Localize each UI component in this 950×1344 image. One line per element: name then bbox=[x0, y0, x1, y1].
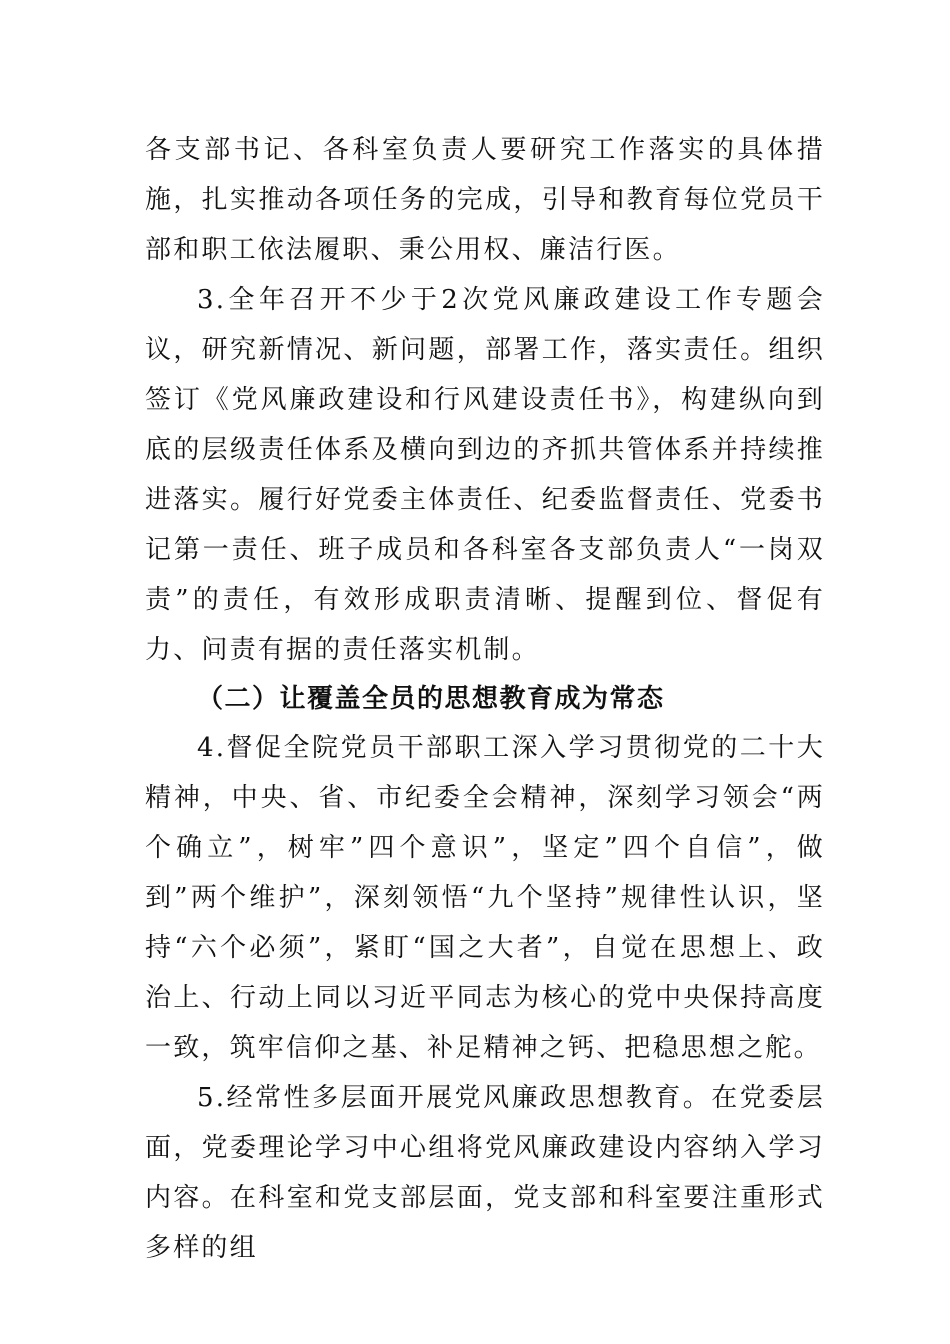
paragraph-continuation: 各支部书记、各科室负责人要研究工作落实的具体措施，扎实推动各项任务的完成，引导和教育每位党员干部和职工依法履职、秉公用权、廉洁行医。 bbox=[145, 135, 825, 265]
section-heading: （二）让覆盖全员的思想教育成为常态 bbox=[197, 684, 665, 714]
paragraph-item-5: 5.经常性多层面开展党风廉政思想教育。在党委层面，党委理论学习中心组将党风廉政建设内容纳入学习内容。在科室和党支部层面，党支部和科室要注重形式多样的组 bbox=[145, 1083, 825, 1263]
document-body bbox=[145, 125, 825, 1273]
paragraph-item-3: 3.全年召开不少于2次党风廉政建设工作专题会议，研究新情况、新问题，部署工作，落实责任。组织签订《党风廉政建设和行风建设责任书》，构建纵向到底的层级责任体系及横向到边的齐抓共管体系并持续推进落实。履行好党委主体责任、纪委监督责任、党委书记第一责任、班子成员和各科室各支部负责人“一岗双责”的责任，有效形成职责清晰、提醒到位、督促有力、问责有据的责任落实机制。 bbox=[145, 285, 825, 665]
paragraph-item-4: 4.督促全院党员干部职工深入学习贯彻党的二十大精神，中央、省、市纪委全会精神，深刻学习领会“两个确立”，树牢”四个意识”，坚定”四个自信”，做到”两个维护”，深刻领悟“九个坚持”规律性认识，坚持“六个必须”，紧盯“国之大者”，自觉在思想上、政治上、行动上同以习近平同志为核心的党中央保持高度一致，筑牢信仰之基、补足精神之钙、把稳思想之舵。 bbox=[145, 733, 825, 1063]
